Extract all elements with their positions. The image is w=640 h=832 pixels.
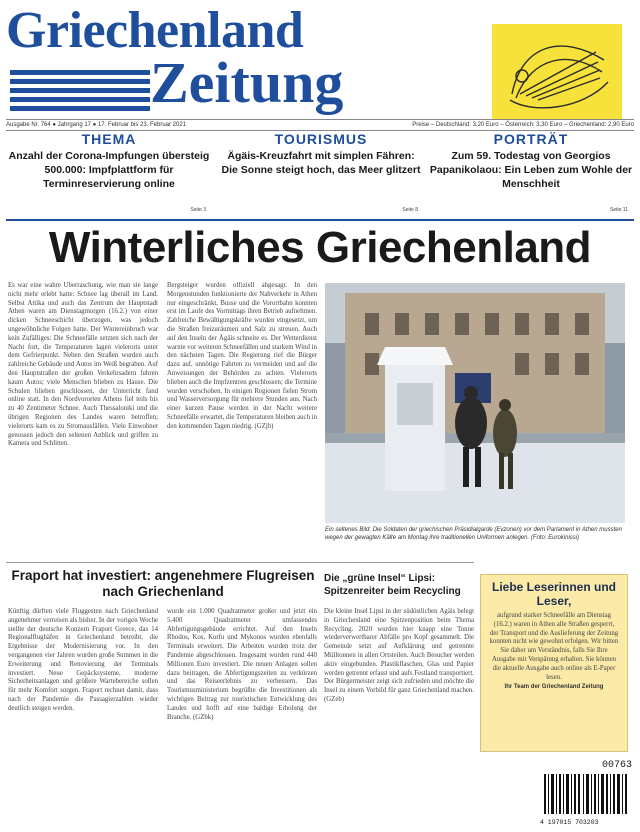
teaser-text: Anzahl der Corona-Impfungen übersteig 500.000: Impfplattform für Terminreservierung online: [8, 150, 210, 190]
lyre-icon: [492, 24, 622, 120]
reader-notice-box: [480, 574, 628, 752]
fraport-col1: Künftig dürften viele Fluggesten nach Griechenland angenehmer verreisen als bisher. In der vorigen Woche stellte der deutsche Konzern Fraport Greece, das 14 Regionalflughäfen in Griechenland betreibt, die Ergebnisse der Modernisierung vor. In den vergangenen vier Jahren wurden große Summen in die Erweiterung und Renovierung der Terminals investiert. Neue Gepäcksysteme, moderne Sicherheitsanlagen und größere Wartebereiche sollen für mehr Komfort sorgen. Fraport rechnet damit, dass nach der Pandemie die Passagierzahlen wieder deutlich steigen werden.: [8, 608, 158, 712]
reader-notice-text: aufgrund starker Schneefälle am Dienstag (16.2.) waren in Athen alle Straßen gesperrt, der Transport und die Auslieferung der Zeitung konnten nicht wie gewohnt erfolgen. Wir bitten Sie daher um Verständnis, falls Sie Ihre Ausgabe mit Verspätung erhalten. Sie können die aktuelle Ausgabe auch online als E-Paper lesen.: [489, 612, 619, 681]
teaser-text: Ägäis-Kreuzfahrt mit simplen Fähren: Die Sonne steigt hoch, das Meer glitzert: [221, 150, 421, 176]
masthead-line1: Griechenland: [6, 2, 304, 59]
reader-notice-title: Liebe Leserinnen und Leser,: [491, 580, 617, 608]
main-headline: Winterliches Griechenland: [48, 223, 592, 272]
issue-info-line: [6, 119, 634, 131]
teaser-portraet[interactable]: [428, 131, 634, 217]
divider: [6, 562, 474, 563]
teaser-text: Zum 59. Todestag von Georgios Papanikolaou: Ein Leben zum Wohle der Menschheit: [429, 150, 633, 190]
teaser-page: Seite 11: [610, 207, 628, 213]
main-story-col1: Es war eine wahre Überraschung, wie man sie lange nicht mehr erlebt hatte: Schnee lag überall im Land. Selbst Attika und auch das Zentrum der Hauptstadt Athen waren am Dienstagmorgen (16.2.) von einer dicken Schneeschicht überzogen, was jedoch ungewöhnliche Folgen hatte. Der Wintereinbruch war kein Zufälliges: Die Schneefälle setzten sich nach der Nacht fort, die Temperaturen lagen vielerorts unter dem Gefrierpunkt. Neben den Straßen wurden auch zahlreiche Gebäude und Autos im Weiß begraben. Auf den Hauptstraßen der großen Verkehrsadern fuhren kaum Autos; viele Menschen blieben zu Hause. Die Schulen blieben geschlossen, der Unterricht fand online statt. In den Nordvororten Athens fiel teils bis zu 40 Zentimeter Schnee. Auch Thessaloniki und die übrigen Regionen des Landes waren betroffen; vielerorts kam es zu Stromausfällen. Viele Einwohner genossen jedoch den seltenen Anblick und griffen zu Kamera und Schlitten.: [8, 282, 158, 448]
divider: [6, 219, 634, 221]
barcode-bars: [540, 760, 632, 826]
parliament-snow-photo: [325, 283, 625, 523]
barcode-number: 4 197015 703203: [540, 819, 599, 826]
masthead-stripes: [10, 70, 150, 118]
teaser-page: Seite 3: [190, 207, 206, 213]
lipsi-text: Die kleine Insel Lipsi in der südöstlichen Ägäis belegt in Griechenland eine Spitzenposition beim Thema Recycling. 2020 wurden hier knapp eine Tonne wiederverwertbarer Abfälle pro Kopf gesammelt. Die Gemeinde setzt auf Aufklärung und getrennte Mülltonnen in allen Ortsteilen. Auch Besucher werden aktiv eingebunden. Plastikflaschen, Glas und Papier werden getrennt erfasst und aufs Festland transportiert. Der Bürgermeister zeigt sich zufrieden und möchte die Insel zu einem Vorbild für ganz Griechenland machen. (GZeb): [324, 608, 474, 703]
barcode-issue: 00763: [601, 760, 632, 771]
photo-caption: Ein seltenes Bild: Die Soldaten der griechischen Präsidialgarde (Evzonen) vor dem Parlament in Athen mussten wegen der gewagten Kälte am Montag ihre traditionellen Uniformen anlegen. (Foto: Eurokinissi): [325, 527, 622, 541]
price-info: Preise – Deutschland: 3,20 Euro – Österreich: 3,30 Euro – Griechenland: 2,90 Euro: [412, 122, 634, 128]
teaser-thema[interactable]: [6, 131, 212, 217]
lyre-logo: [492, 24, 622, 120]
teaser-page: Seite 8: [402, 207, 418, 213]
fraport-col2: wurde ein 1.000 Quadratmeter großer und jetzt ein 5.400 Quadratmeter umfassendes Abfertigungsgebäude errichtet. Auf den Inseln Rhodos, Kos, Korfu und Mykonos wurden ebenfalls Terminals erweitert. Die Arbeiten wurden trotz der Pandemie abgeschlossen. Insgesamt wurden rund 440 Millionen Euro investiert. Die neuen Anlagen sollen dazu beitragen, die Abfertigungszeiten zu verkürzen und das Reiseerlebnis zu verbessern. Das Tourismusministerium begrüßte die Investitionen als wichtigen Beitrag zur touristischen Entwicklung des Landes und hofft auf eine baldige Erholung der Branche. (GZbk): [167, 608, 317, 721]
issue-info: Ausgabe Nr. 764 ● Jahrgang 17 ● 17. Februar bis 23. Februar 2021: [6, 122, 187, 128]
main-photo: [325, 283, 625, 523]
teaser-kicker: TOURISMUS: [274, 131, 368, 147]
fraport-headline: Fraport hat investiert: angenehmere Flugreisen nach Griechenland: [11, 568, 315, 599]
reader-notice-signature: Ihr Team der Griechenland Zeitung: [504, 684, 604, 691]
barcode: [540, 760, 632, 826]
lipsi-headline: Die „grüne Insel“ Lipsi: Spitzenreiter beim Recycling: [324, 573, 461, 597]
masthead-line2: Zeitung: [150, 50, 344, 115]
teaser-kicker: PORTRÄT: [493, 131, 569, 147]
main-story-col2: Bergsteiger wurden offiziell abgesagt. In den Morgenstunden funktionierte der Nahverkehr in Athen nur eingeschränkt, Busse und die Vorortbahn konnten erst im Laufe des Vormittags ihren Betrieb aufnehmen. Zahlreiche Bewältigungskräfte wurden eingesetzt, um die Straßen freizuräumen und Salz zu streuen. Auch auf den Inseln der Ägäis schneite es. Der Wetterdienst warnte vor weiteren Schneefällen und starkem Wind in den nächsten Tagen. Die Regierung rief die Bürger dazu auf, unnötige Fahrten zu vermeiden und auf die Anweisungen der Behörden zu achten. Vielerorts blieben auch die Impfzentren geschlossen; die Termine wurden verschoben. In einigen Regionen fielen Strom und Wasserversorgung für mehrere Stunden aus. Nach einer kurzen Pause werden in der Nacht weitere Schneefälle erwartet, die Temperaturen bleiben auch in den kommenden Tagen niedrig. (GZjh): [167, 282, 317, 430]
teaser-kicker: THEMA: [81, 131, 137, 147]
teaser-tourismus[interactable]: [218, 131, 424, 217]
